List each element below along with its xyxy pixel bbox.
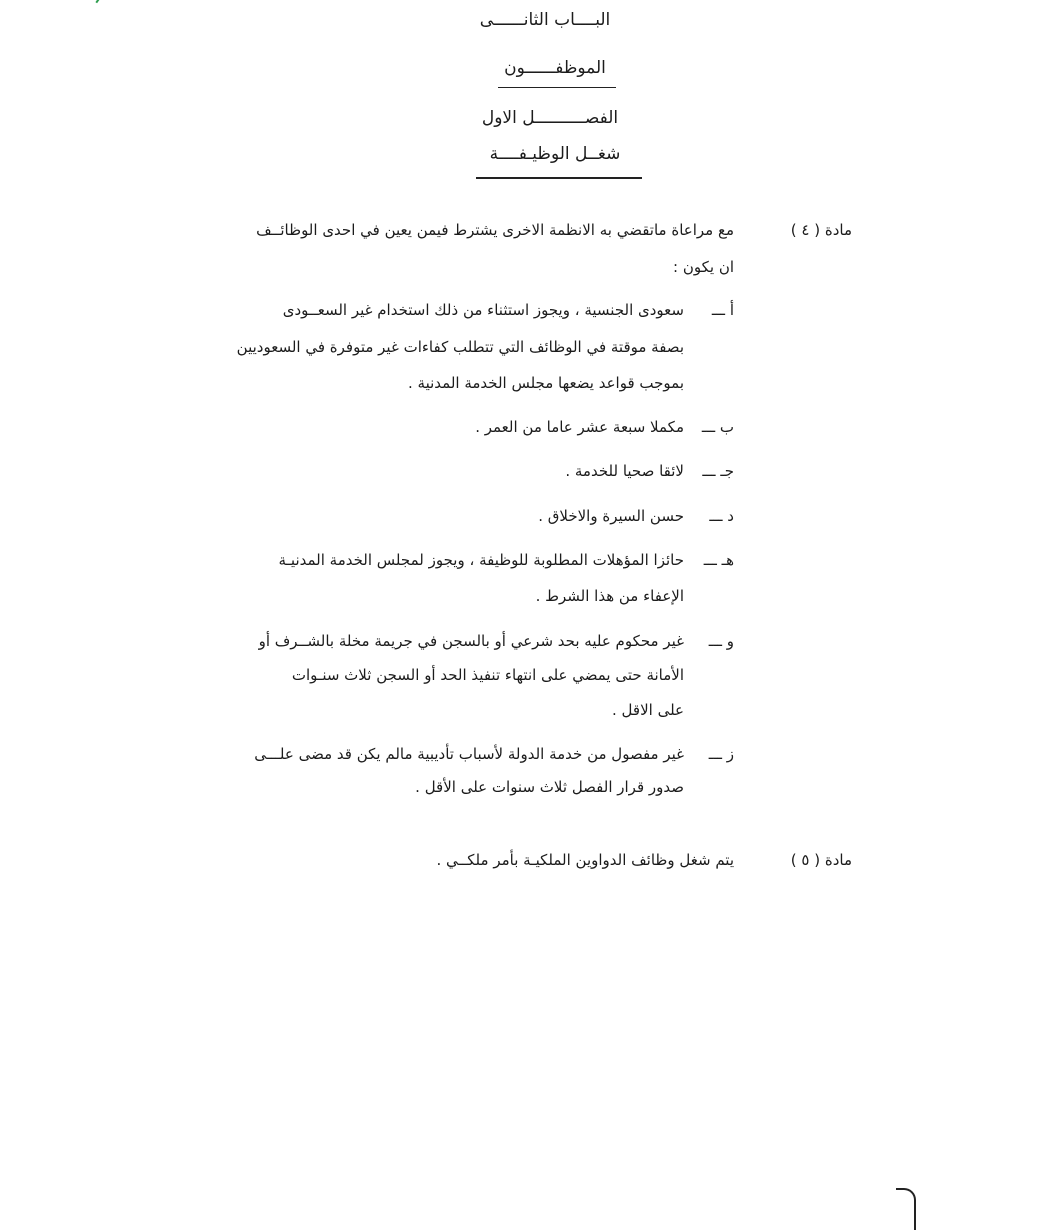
item-z-line-2: صدور قرار الفصل ثلاث سنوات على الأقل .: [415, 778, 684, 796]
article-5-text: يتم شغل وظائف الدواوين الملكيـة بأمر ملكــي .: [436, 851, 734, 869]
article-4-intro-line-1: مع مراعاة ماتقضي به الانظمة الاخرى يشترط فيمن يعين في احدى الوظائــف: [256, 221, 734, 239]
part-title-underline: [476, 177, 642, 179]
item-h-line-2: الإعفاء من هذا الشرط .: [535, 587, 684, 605]
item-a-line-1: سعودى الجنسية ، ويجوز استثناء من ذلك استخدام غير السعــودى: [282, 301, 684, 319]
item-a-marker: أ ـــ: [711, 301, 734, 319]
part-heading: الفصــــــــــل الاول: [481, 108, 619, 128]
article-4-label: مادة ( ٤ ): [790, 221, 852, 239]
item-d-line-1: حسن السيرة والاخلاق .: [538, 507, 684, 525]
article-4-intro-line-2: ان يكون :: [673, 258, 734, 276]
item-c-line-1: لائقا صحيا للخدمة .: [565, 462, 684, 480]
item-w-marker: و ـــ: [708, 632, 734, 650]
corner-tick-mark: [95, 0, 116, 11]
item-w-line-3: على الاقل .: [612, 701, 684, 719]
corner-bracket-mark: [896, 1188, 916, 1230]
item-w-line-2: الأمانة حتى يمضي على انتهاء تنفيذ الحد أو السجن ثلاث سنـوات: [291, 666, 684, 684]
item-z-marker: ز ـــ: [708, 745, 734, 763]
item-a-line-2: بصفة موقتة في الوظائف التي تتطلب كفاءات غير متوفرة في السعوديين: [236, 338, 684, 356]
article-5-label: مادة ( ٥ ): [790, 851, 852, 869]
part-title: شغــل الوظيـفــــة: [489, 144, 621, 164]
chapter-heading: البــــاب الثانــــــى: [479, 10, 611, 30]
item-h-marker: هـ ـــ: [703, 551, 734, 569]
section-title: الموظفــــــون: [504, 58, 606, 78]
item-a-line-3: بموجب قواعد يضعها مجلس الخدمة المدنية .: [408, 374, 684, 392]
item-b-line-1: مكملا سبعة عشر عاما من العمر .: [475, 418, 684, 436]
item-h-line-1: حائزا المؤهلات المطلوبة للوظيفة ، ويجوز لمجلس الخدمة المدنيـة: [278, 551, 684, 569]
section-title-underline: [498, 87, 616, 88]
item-b-marker: ب ـــ: [701, 418, 734, 436]
item-c-marker: جـ ـــ: [702, 462, 734, 480]
item-z-line-1: غير مفصول من خدمة الدولة لأسباب تأديبية مالم يكن قد مضى علـــى: [254, 745, 684, 763]
item-d-marker: د ـــ: [709, 507, 734, 525]
item-w-line-1: غير محكوم عليه بحد شرعي أو بالسجن في جريمة مخلة بالشــرف أو: [258, 632, 684, 650]
